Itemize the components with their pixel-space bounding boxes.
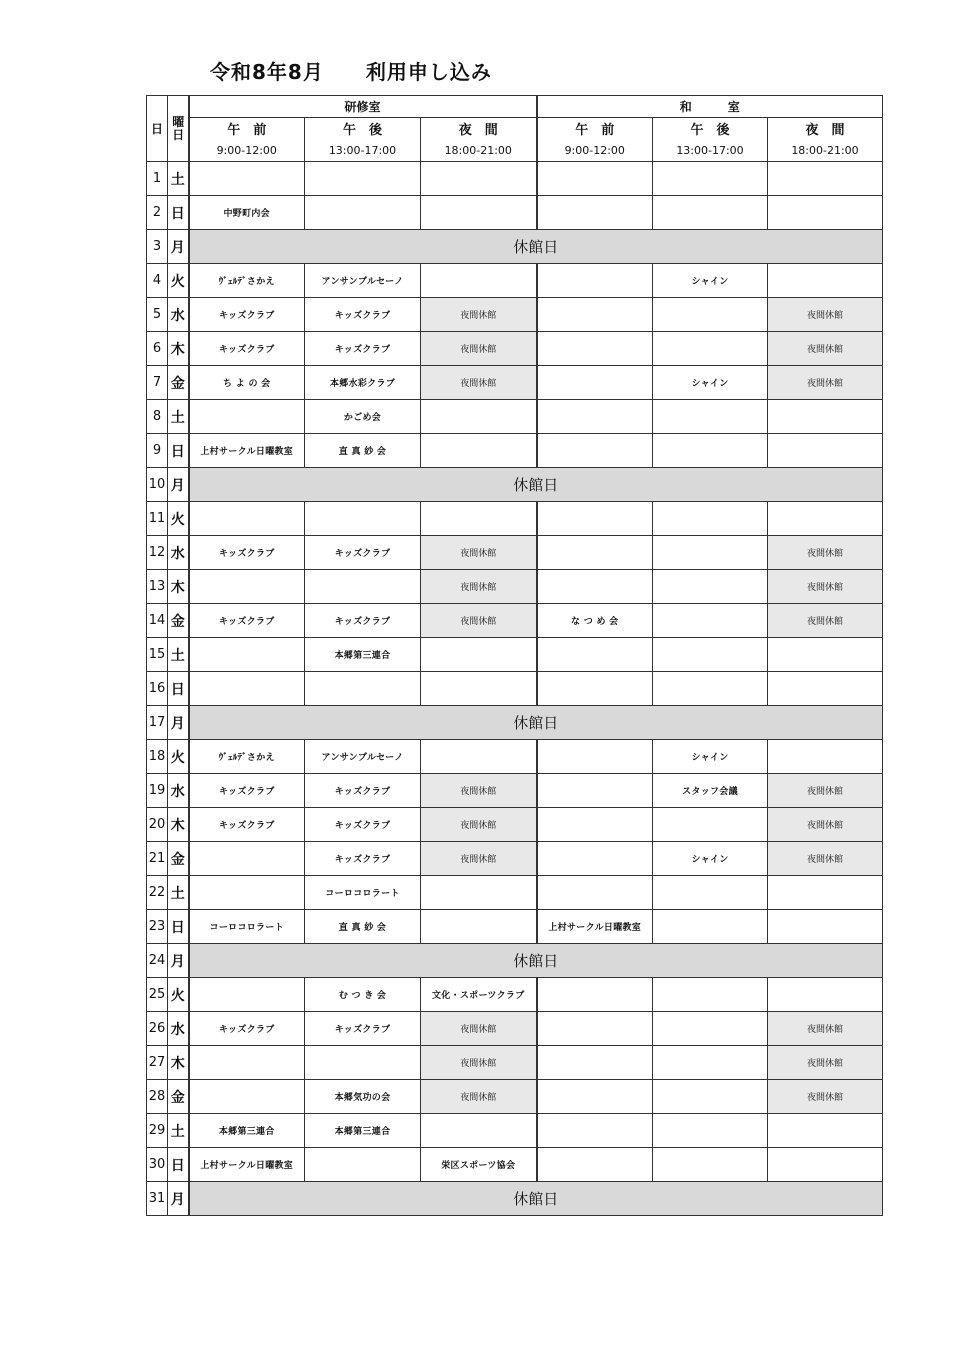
booking-cell [653, 672, 768, 706]
booking-cell [653, 332, 768, 366]
table-row [147, 230, 883, 264]
weekday: 日 [168, 1148, 189, 1182]
booking-cell [189, 978, 305, 1012]
weekday: 火 [168, 264, 189, 298]
day-number: 22 [147, 876, 168, 910]
time-range-header: 9:00-12:00 [537, 139, 653, 162]
time-range-header: 9:00-12:00 [189, 139, 305, 162]
booking-cell [768, 978, 883, 1012]
page-title: 令和8年8月 利用申し込み [210, 60, 492, 84]
booking-cell [653, 196, 768, 230]
weekday: 木 [168, 1046, 189, 1080]
time-range-header: 18:00-21:00 [768, 139, 883, 162]
weekday-column-header [168, 96, 189, 162]
day-number: 8 [147, 400, 168, 434]
booking-cell: アンサンブルセーノ [305, 740, 421, 774]
day-number: 18 [147, 740, 168, 774]
night-closed-cell: 夜間休館 [421, 366, 537, 400]
day-number: 11 [147, 502, 168, 536]
booking-cell [537, 1046, 653, 1080]
booking-cell [537, 638, 653, 672]
day-number: 14 [147, 604, 168, 638]
night-closed-cell: 夜間休館 [421, 1046, 537, 1080]
day-number: 19 [147, 774, 168, 808]
day-number: 2 [147, 196, 168, 230]
booking-cell [653, 808, 768, 842]
booking-cell [189, 672, 305, 706]
day-number: 26 [147, 1012, 168, 1046]
booking-cell [653, 400, 768, 434]
schedule-table [146, 95, 883, 1216]
night-closed-cell: 夜間休館 [768, 332, 883, 366]
booking-cell [537, 196, 653, 230]
table-row [147, 332, 883, 366]
booking-cell [421, 196, 537, 230]
booking-cell [421, 672, 537, 706]
booking-cell: キッズクラブ [305, 298, 421, 332]
table-row [147, 468, 883, 502]
booking-cell: コーロコロラート [189, 910, 305, 944]
table-row [147, 1080, 883, 1114]
time-range-header: 13:00-17:00 [305, 139, 421, 162]
weekday: 土 [168, 1114, 189, 1148]
booking-cell: ち よ の 会 [189, 366, 305, 400]
weekday: 土 [168, 162, 189, 196]
booking-cell [537, 1114, 653, 1148]
weekday: 金 [168, 1080, 189, 1114]
booking-cell: コーロコロラート [305, 876, 421, 910]
table-row [147, 1148, 883, 1182]
booking-cell: 本郷第三連合 [189, 1114, 305, 1148]
weekday: 土 [168, 638, 189, 672]
day-number: 24 [147, 944, 168, 978]
slot-header: 夜 間 [768, 118, 883, 140]
booking-cell: キッズクラブ [189, 774, 305, 808]
booking-cell [653, 162, 768, 196]
booking-cell: 本郷水彩クラブ [305, 366, 421, 400]
weekday: 水 [168, 774, 189, 808]
booking-cell: キッズクラブ [189, 808, 305, 842]
day-number: 9 [147, 434, 168, 468]
booking-cell [421, 876, 537, 910]
day-number: 10 [147, 468, 168, 502]
booking-cell: 本郷気功の会 [305, 1080, 421, 1114]
booking-cell [421, 162, 537, 196]
day-number: 23 [147, 910, 168, 944]
booking-cell: キッズクラブ [305, 536, 421, 570]
booking-cell [537, 434, 653, 468]
night-closed-cell: 夜間休館 [768, 604, 883, 638]
slot-header: 午 後 [305, 118, 421, 140]
booking-cell [537, 672, 653, 706]
slot-header: 夜 間 [421, 118, 537, 140]
room-header-kenshu: 研修室 [189, 96, 537, 118]
booking-cell [189, 162, 305, 196]
table-row [147, 876, 883, 910]
booking-cell [189, 842, 305, 876]
booking-cell [537, 298, 653, 332]
table-row [147, 570, 883, 604]
night-closed-cell: 夜間休館 [421, 536, 537, 570]
day-number: 21 [147, 842, 168, 876]
booking-cell [305, 1148, 421, 1182]
night-closed-cell: 夜間休館 [421, 1080, 537, 1114]
day-number: 27 [147, 1046, 168, 1080]
weekday: 金 [168, 842, 189, 876]
night-closed-cell: 夜間休館 [768, 808, 883, 842]
booking-cell [421, 740, 537, 774]
night-closed-cell: 夜間休館 [421, 298, 537, 332]
table-row [147, 1046, 883, 1080]
booking-cell [537, 264, 653, 298]
table-row [147, 196, 883, 230]
booking-cell: な つ め 会 [537, 604, 653, 638]
booking-cell [421, 910, 537, 944]
booking-cell [537, 1012, 653, 1046]
booking-cell [653, 1114, 768, 1148]
room-header-washitsu: 和 室 [537, 96, 883, 118]
booking-cell [768, 502, 883, 536]
booking-cell: 上村サークル日曜教室 [537, 910, 653, 944]
booking-cell [421, 638, 537, 672]
booking-cell [189, 1046, 305, 1080]
booking-cell: キッズクラブ [189, 332, 305, 366]
booking-cell [768, 434, 883, 468]
booking-cell: キッズクラブ [189, 1012, 305, 1046]
weekday: 土 [168, 400, 189, 434]
booking-cell [537, 876, 653, 910]
day-number: 25 [147, 978, 168, 1012]
booking-cell [768, 264, 883, 298]
booking-cell: シャイン [653, 264, 768, 298]
booking-cell [653, 638, 768, 672]
booking-cell: 本郷第三連合 [305, 638, 421, 672]
booking-cell [537, 774, 653, 808]
night-closed-cell: 夜間休館 [421, 774, 537, 808]
weekday: 木 [168, 808, 189, 842]
booking-cell [537, 400, 653, 434]
table-row [147, 774, 883, 808]
weekday: 金 [168, 604, 189, 638]
booking-cell [421, 434, 537, 468]
booking-cell: キッズクラブ [305, 1012, 421, 1046]
booking-cell: む つ き 会 [305, 978, 421, 1012]
booking-cell [537, 1080, 653, 1114]
closed-day-cell: 休館日 [189, 468, 883, 502]
booking-cell [653, 910, 768, 944]
weekday: 火 [168, 502, 189, 536]
booking-cell [537, 570, 653, 604]
booking-cell: シャイン [653, 366, 768, 400]
booking-cell: 本郷第三連合 [305, 1114, 421, 1148]
night-closed-cell: 夜間休館 [768, 536, 883, 570]
table-row [147, 672, 883, 706]
table-row [147, 1114, 883, 1148]
booking-cell: 直 真 紗 会 [305, 910, 421, 944]
booking-cell [305, 196, 421, 230]
booking-cell [305, 502, 421, 536]
day-number: 3 [147, 230, 168, 264]
table-row [147, 264, 883, 298]
booking-cell [537, 536, 653, 570]
table-row [147, 808, 883, 842]
table-row [147, 366, 883, 400]
slot-header: 午 前 [537, 118, 653, 140]
day-number: 17 [147, 706, 168, 740]
closed-day-cell: 休館日 [189, 706, 883, 740]
weekday: 水 [168, 536, 189, 570]
weekday: 日 [168, 910, 189, 944]
booking-cell [189, 400, 305, 434]
day-number: 13 [147, 570, 168, 604]
weekday: 木 [168, 332, 189, 366]
booking-cell: 上村サークル日曜教室 [189, 434, 305, 468]
booking-cell [537, 162, 653, 196]
weekday: 金 [168, 366, 189, 400]
table-row [147, 162, 883, 196]
booking-cell [421, 1114, 537, 1148]
booking-cell [305, 570, 421, 604]
booking-cell [768, 196, 883, 230]
booking-cell [653, 1148, 768, 1182]
booking-cell: かごめ会 [305, 400, 421, 434]
booking-cell: シャイン [653, 842, 768, 876]
booking-cell: 中野町内会 [189, 196, 305, 230]
weekday: 日 [168, 672, 189, 706]
booking-cell [653, 570, 768, 604]
day-number: 5 [147, 298, 168, 332]
table-row [147, 910, 883, 944]
booking-cell [653, 604, 768, 638]
night-closed-cell: 夜間休館 [421, 604, 537, 638]
booking-cell: シャイン [653, 740, 768, 774]
table-row [147, 502, 883, 536]
night-closed-cell: 夜間休館 [421, 842, 537, 876]
day-number: 30 [147, 1148, 168, 1182]
booking-cell: アンサンブルセーノ [305, 264, 421, 298]
booking-cell [189, 876, 305, 910]
booking-cell [653, 876, 768, 910]
booking-cell [421, 502, 537, 536]
day-number: 31 [147, 1182, 168, 1216]
booking-cell [768, 1114, 883, 1148]
closed-day-cell: 休館日 [189, 1182, 883, 1216]
booking-cell: キッズクラブ [305, 604, 421, 638]
booking-cell [768, 740, 883, 774]
weekday: 日 [168, 434, 189, 468]
weekday: 月 [168, 1182, 189, 1216]
booking-cell [653, 298, 768, 332]
booking-cell: スタッフ会議 [653, 774, 768, 808]
booking-cell: 文化・スポーツクラブ [421, 978, 537, 1012]
booking-cell [537, 978, 653, 1012]
night-closed-cell: 夜間休館 [768, 570, 883, 604]
booking-cell [537, 740, 653, 774]
night-closed-cell: 夜間休館 [768, 298, 883, 332]
night-closed-cell: 夜間休館 [768, 774, 883, 808]
booking-cell [305, 162, 421, 196]
booking-cell: 上村サークル日曜教室 [189, 1148, 305, 1182]
table-row [147, 536, 883, 570]
booking-cell [537, 808, 653, 842]
table-row [147, 944, 883, 978]
booking-cell [189, 502, 305, 536]
day-number: 4 [147, 264, 168, 298]
booking-cell [653, 1012, 768, 1046]
booking-cell [653, 502, 768, 536]
night-closed-cell: 夜間休館 [768, 1046, 883, 1080]
booking-cell [537, 1148, 653, 1182]
schedule-body [147, 162, 883, 1216]
booking-cell [768, 400, 883, 434]
closed-day-cell: 休館日 [189, 230, 883, 264]
night-closed-cell: 夜間休館 [768, 1080, 883, 1114]
table-row [147, 1182, 883, 1216]
booking-cell [421, 264, 537, 298]
table-row [147, 604, 883, 638]
weekday: 月 [168, 230, 189, 264]
night-closed-cell: 夜間休館 [768, 366, 883, 400]
weekday: 月 [168, 944, 189, 978]
slot-header: 午 前 [189, 118, 305, 140]
day-number: 20 [147, 808, 168, 842]
booking-cell [768, 638, 883, 672]
booking-cell [537, 842, 653, 876]
time-range-header: 13:00-17:00 [653, 139, 768, 162]
booking-cell [768, 162, 883, 196]
booking-cell: キッズクラブ [305, 774, 421, 808]
weekday: 月 [168, 706, 189, 740]
day-number: 15 [147, 638, 168, 672]
day-number: 1 [147, 162, 168, 196]
booking-cell [768, 876, 883, 910]
weekday: 木 [168, 570, 189, 604]
weekday: 月 [168, 468, 189, 502]
weekday: 日 [168, 196, 189, 230]
booking-cell [537, 502, 653, 536]
night-closed-cell: 夜間休館 [421, 808, 537, 842]
table-row [147, 434, 883, 468]
table-row [147, 978, 883, 1012]
booking-cell [305, 672, 421, 706]
day-number: 7 [147, 366, 168, 400]
booking-cell [653, 1046, 768, 1080]
night-closed-cell: 夜間休館 [421, 1012, 537, 1046]
booking-cell [189, 638, 305, 672]
table-row [147, 400, 883, 434]
booking-cell [653, 434, 768, 468]
booking-cell [537, 366, 653, 400]
booking-cell: キッズクラブ [189, 604, 305, 638]
night-closed-cell: 夜間休館 [768, 1012, 883, 1046]
booking-cell [189, 1080, 305, 1114]
booking-cell [653, 978, 768, 1012]
table-row [147, 638, 883, 672]
table-row [147, 740, 883, 774]
booking-cell: キッズクラブ [305, 332, 421, 366]
night-closed-cell: 夜間休館 [421, 570, 537, 604]
booking-cell: キッズクラブ [305, 808, 421, 842]
booking-cell [768, 910, 883, 944]
booking-cell [189, 570, 305, 604]
booking-cell: キッズクラブ [305, 842, 421, 876]
booking-cell [768, 1148, 883, 1182]
day-number: 12 [147, 536, 168, 570]
slot-header: 午 後 [653, 118, 768, 140]
day-number: 16 [147, 672, 168, 706]
table-row [147, 298, 883, 332]
booking-cell: ｳﾞｪﾙﾃﾞさかえ [189, 740, 305, 774]
night-closed-cell: 夜間休館 [421, 332, 537, 366]
booking-cell [421, 400, 537, 434]
booking-cell [768, 672, 883, 706]
day-column-header: 日 [147, 96, 168, 162]
booking-cell [537, 332, 653, 366]
day-number: 29 [147, 1114, 168, 1148]
day-number: 6 [147, 332, 168, 366]
booking-cell [653, 1080, 768, 1114]
table-row [147, 706, 883, 740]
booking-cell: キッズクラブ [189, 298, 305, 332]
booking-cell: キッズクラブ [189, 536, 305, 570]
day-number: 28 [147, 1080, 168, 1114]
night-closed-cell: 夜間休館 [768, 842, 883, 876]
weekday: 水 [168, 1012, 189, 1046]
closed-day-cell: 休館日 [189, 944, 883, 978]
weekday: 火 [168, 740, 189, 774]
time-range-header: 18:00-21:00 [421, 139, 537, 162]
booking-cell: ｳﾞｪﾙﾃﾞさかえ [189, 264, 305, 298]
booking-cell: 直 真 紗 会 [305, 434, 421, 468]
weekday: 火 [168, 978, 189, 1012]
weekday: 水 [168, 298, 189, 332]
booking-cell: 栄区スポーツ協会 [421, 1148, 537, 1182]
booking-cell [305, 1046, 421, 1080]
weekday-header-label: 曜日 [172, 114, 185, 142]
table-row [147, 1012, 883, 1046]
weekday: 土 [168, 876, 189, 910]
table-row [147, 842, 883, 876]
booking-cell [653, 536, 768, 570]
